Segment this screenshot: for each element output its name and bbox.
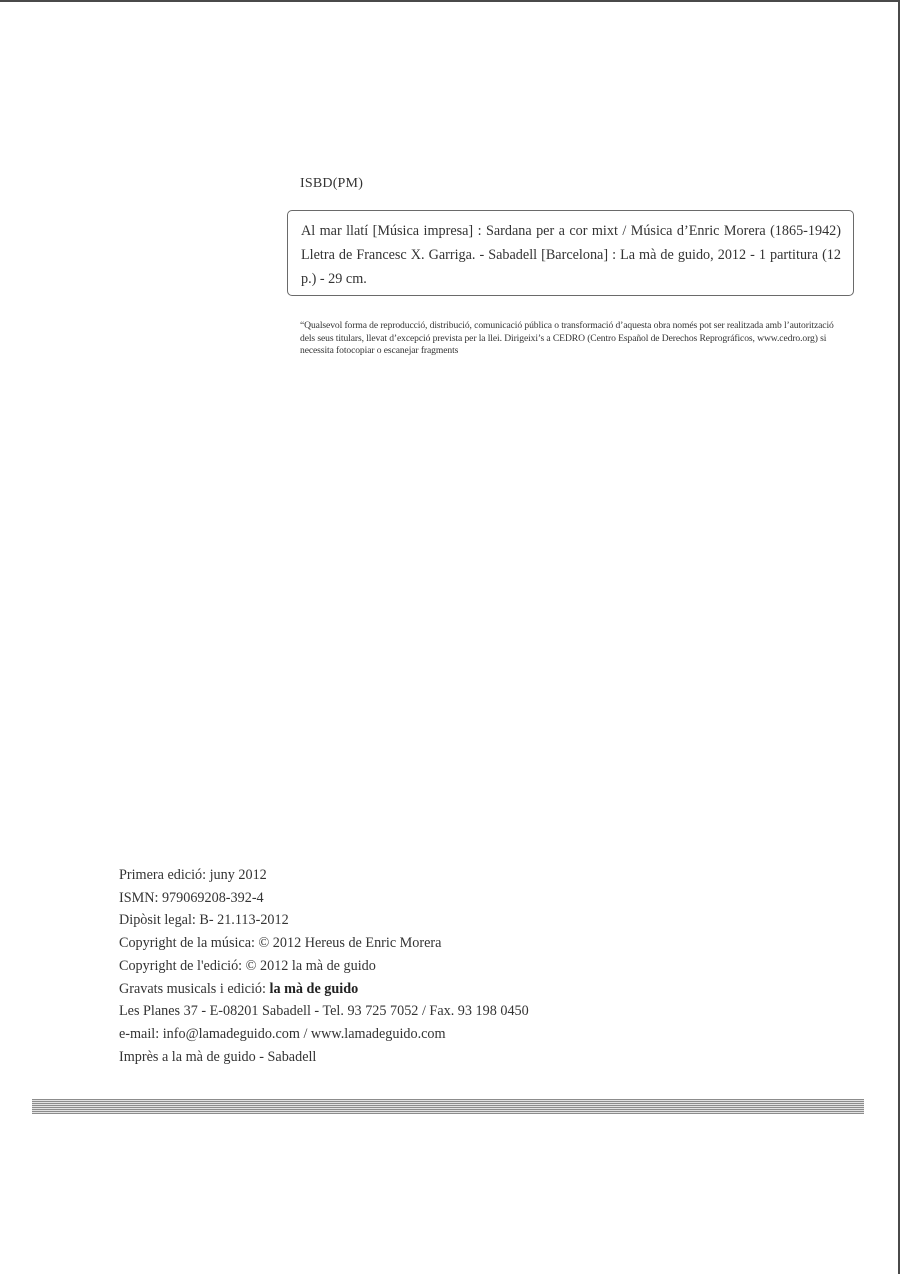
catalog-record-text: Al mar llatí [Música impresa] : Sardana per a cor mixt / Música d’Enric Morera (1865-1942) Lletra de Francesc X. Garriga. - Sabadell [Barcelona] : La mà de guido, 2012 - 1 partitura (12 p.) - 29 cm. — [301, 223, 841, 287]
engraving-line — [119, 978, 529, 1001]
isbd-label: ISBD(PM) — [300, 176, 364, 191]
reproduction-rights-note: “Qualsevol forma de reproducció, distribució, comunicació pública o transformació d’aquesta obra només pot ser realitzada amb l’autorització dels seus titulars, llevat d’excepció prevista per la llei. Dirigeixi’s a CEDRO (Centro Español de Derechos Reprográficos, www.cedro.org) si necessita fotocopiar o escanejar fragments — [300, 320, 834, 356]
footer-rule — [32, 1099, 864, 1114]
engraving-publisher: la mà de guido — [269, 980, 359, 997]
page-top-border — [0, 0, 900, 2]
first-edition-line: Primera edició: juny 2012 — [119, 867, 267, 883]
legal-deposit-line: Dipòsit legal: B- 21.113-2012 — [119, 912, 289, 929]
edition-copyright-line: Copyright de l'edició: © 2012 la mà de guido — [119, 957, 376, 974]
engraving-prefix: Gravats musicals i edició: — [119, 980, 270, 997]
catalog-record-box — [287, 210, 854, 296]
music-copyright-line: Copyright de la música: © 2012 Hereus de Enric Morera — [119, 935, 442, 952]
colophon — [119, 864, 529, 1068]
printed-line: Imprès a la mà de guido - Sabadell — [119, 1048, 317, 1065]
ismn-line: ISMN: 979069208-392-4 — [119, 889, 264, 906]
address-line: Les Planes 37 - E-08201 Sabadell - Tel. 93 725 7052 / Fax. 93 198 0450 — [119, 1003, 529, 1020]
contact-line: e-mail: info@lamadeguido.com / www.lamadeguido.com — [119, 1025, 446, 1042]
